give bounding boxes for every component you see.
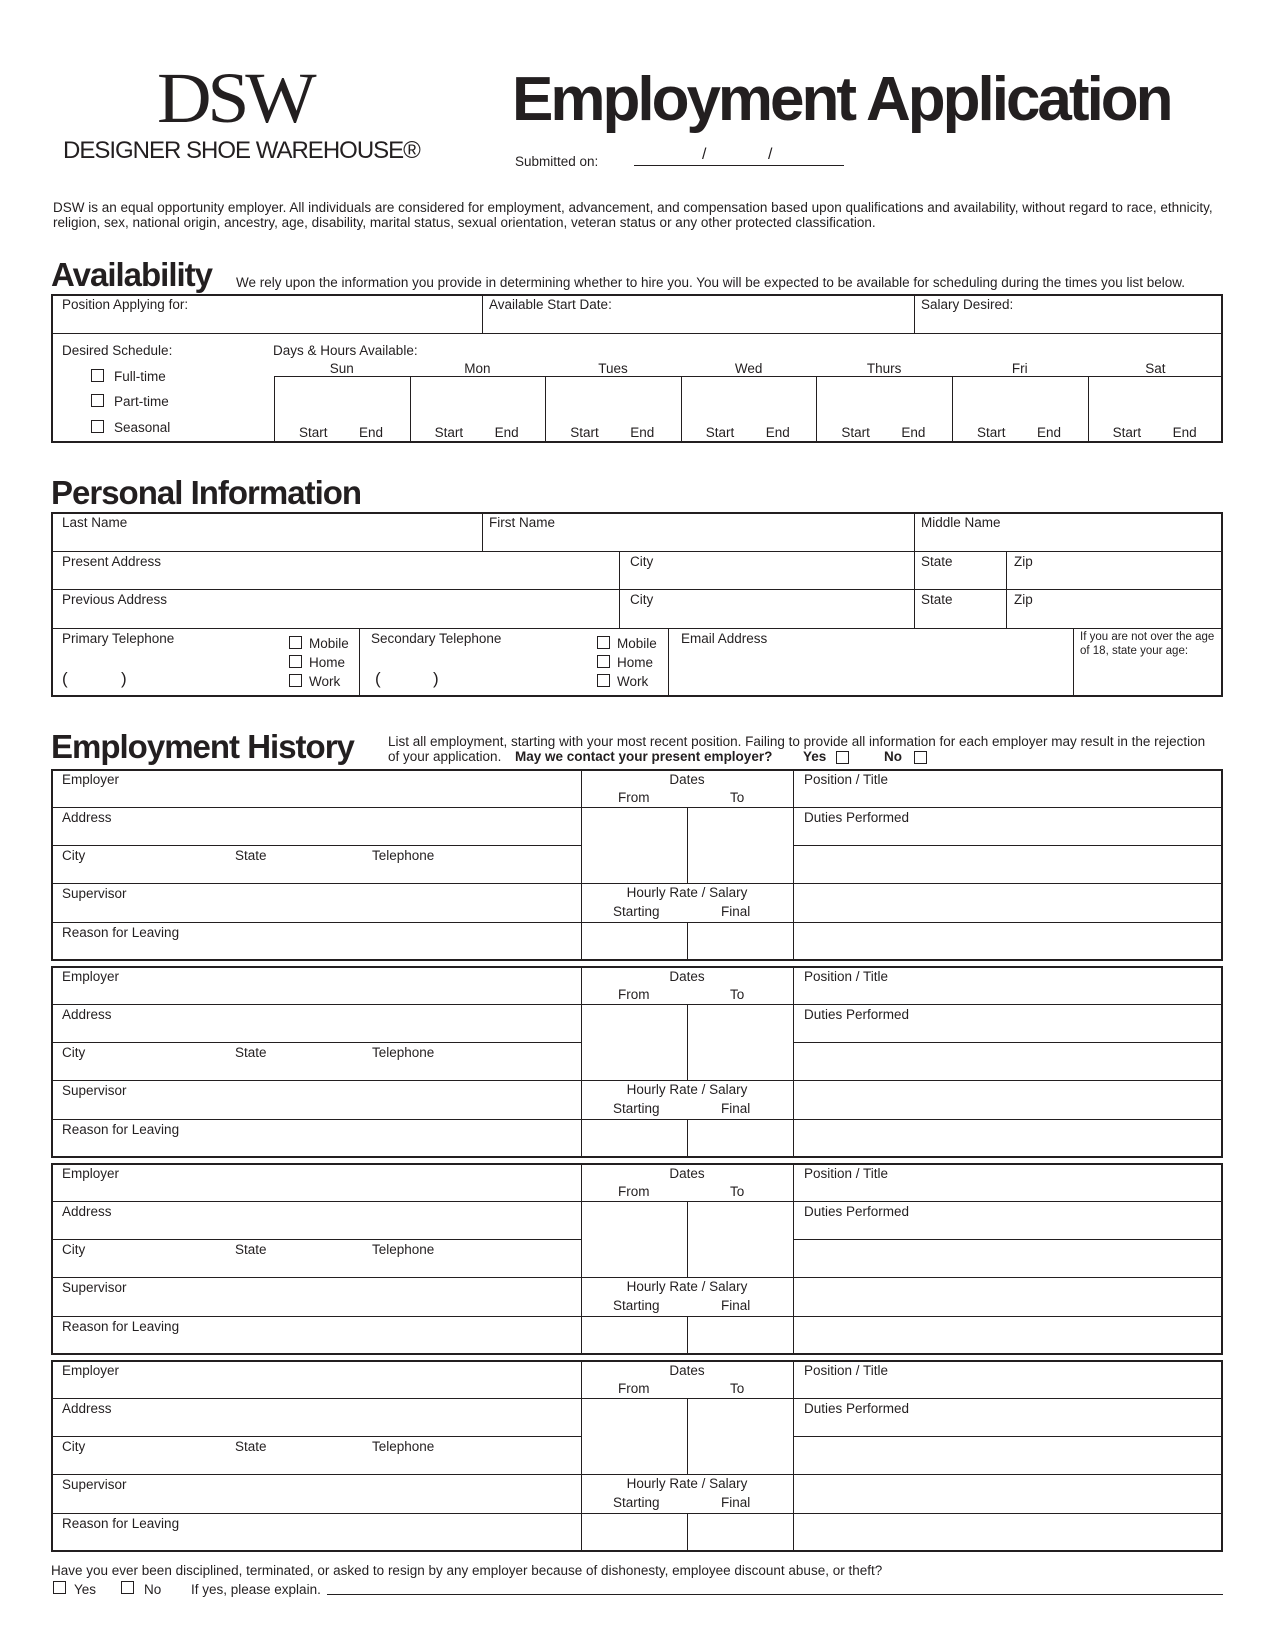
discipline-question: Have you ever been disciplined, terminated, or asked to resign by any employer because of dishonesty, employee discount abuse, or theft? — [51, 1563, 883, 1578]
day-hours-cell-2[interactable] — [547, 378, 679, 441]
day-label-2: Tues — [598, 361, 628, 376]
employer-1-from-cell[interactable] — [583, 809, 686, 882]
employer-4-starting-label: Starting — [613, 1495, 660, 1510]
employer-4-starting-cell[interactable] — [583, 1515, 686, 1550]
employer-3-to-cell[interactable] — [689, 1203, 792, 1276]
divider — [51, 883, 581, 884]
discipline-no-checkbox[interactable] — [121, 1581, 134, 1594]
employer-4-from-cell[interactable] — [583, 1400, 686, 1473]
age-note-field[interactable]: If you are not over the age of 18, state your age: — [1080, 631, 1215, 657]
divider — [687, 922, 688, 961]
employer-1-city-field[interactable]: City — [62, 848, 86, 863]
divider — [687, 1004, 688, 1081]
end-label: End — [494, 425, 519, 440]
first-name-field[interactable]: First Name — [489, 515, 556, 530]
employer-1-from-label: From — [618, 790, 650, 805]
days-label: Days & Hours Available: — [273, 343, 418, 358]
employer-1-to-label: To — [730, 790, 745, 805]
primary-paren-close: ) — [121, 669, 127, 688]
employer-3-position-field[interactable]: Position / Title — [804, 1166, 889, 1181]
contact-question: May we contact your present employer? — [515, 749, 773, 764]
day-label-5: Fri — [1011, 361, 1028, 376]
employer-3-duties-field[interactable]: Duties Performed — [804, 1204, 910, 1219]
logo-subtitle: DESIGNER SHOE WAREHOUSE® — [63, 137, 420, 164]
employer-1-state-field[interactable]: State — [235, 848, 267, 863]
contact-no-label: No — [884, 749, 902, 764]
divider — [668, 628, 669, 697]
end-label: End — [630, 425, 655, 440]
discipline-yes-checkbox[interactable] — [53, 1581, 66, 1594]
employer-3-block — [51, 1163, 1223, 1355]
previous-address-field[interactable]: Previous Address — [62, 592, 168, 607]
divider — [581, 769, 582, 961]
employer-2-from-label: From — [618, 987, 650, 1002]
start-label: Start — [1112, 425, 1142, 440]
employer-2-position-field[interactable]: Position / Title — [804, 969, 889, 984]
employer-2-to-label: To — [730, 987, 745, 1002]
primary-work-label: Work — [309, 674, 341, 689]
availability-heading: Availability — [51, 256, 213, 293]
divider — [793, 922, 1223, 923]
divider — [359, 628, 360, 697]
divider — [687, 1119, 688, 1158]
divider — [51, 628, 1223, 629]
employer-1-supervisor-field[interactable]: Supervisor — [62, 886, 127, 901]
employer-3-starting-cell[interactable] — [583, 1318, 686, 1353]
divider — [793, 807, 1223, 808]
divider — [51, 589, 1223, 590]
divider — [793, 1316, 1223, 1317]
employer-3-from-cell[interactable] — [583, 1203, 686, 1276]
employer-2-state-field[interactable]: State — [235, 1045, 267, 1060]
employer-3-dates-label: Dates — [669, 1166, 705, 1181]
employer-1-final-label: Final — [721, 904, 751, 919]
divider — [482, 294, 483, 334]
divider — [793, 1360, 794, 1552]
divider — [914, 551, 915, 629]
day-hours-cell-0[interactable] — [276, 378, 408, 441]
employer-3-supervisor-field[interactable]: Supervisor — [62, 1280, 127, 1295]
secondary-work-checkbox[interactable] — [597, 674, 610, 687]
divider — [619, 551, 620, 629]
employer-1-final-cell[interactable] — [689, 924, 792, 959]
employer-2-city-field[interactable]: City — [62, 1045, 86, 1060]
day-label-1: Mon — [464, 361, 491, 376]
employer-3-from-label: From — [618, 1184, 650, 1199]
divider — [51, 1239, 581, 1240]
employer-1-block — [51, 769, 1223, 961]
seasonal-label: Seasonal — [114, 420, 171, 435]
employer-1-starting-cell[interactable] — [583, 924, 686, 959]
present-zip-field[interactable]: Zip — [1014, 554, 1033, 569]
divider — [51, 1201, 581, 1202]
divider — [687, 807, 688, 884]
day-label-3: Wed — [734, 361, 763, 376]
divider — [482, 512, 483, 552]
employer-1-telephone-field[interactable]: Telephone — [372, 848, 435, 863]
divider — [51, 922, 581, 923]
employer-1-position-field[interactable]: Position / Title — [804, 772, 889, 787]
end-label: End — [1172, 425, 1197, 440]
divider — [793, 1277, 1223, 1278]
date-sep-1: / — [702, 146, 707, 163]
day-hours-cell-1[interactable] — [412, 378, 544, 441]
day-hours-cell-3[interactable] — [683, 378, 815, 441]
divider — [914, 512, 915, 552]
start-label: Start — [570, 425, 599, 440]
employer-3-state-field[interactable]: State — [235, 1242, 267, 1257]
date-sep-2: / — [768, 146, 773, 163]
employer-1-duties-field[interactable]: Duties Performed — [804, 810, 910, 825]
day-divider — [681, 376, 682, 443]
fulltime-checkbox[interactable] — [91, 369, 104, 382]
employer-2-supervisor-field[interactable]: Supervisor — [62, 1083, 127, 1098]
secondary-home-checkbox[interactable] — [597, 655, 610, 668]
employer-2-duties-field[interactable]: Duties Performed — [804, 1007, 910, 1022]
divider — [51, 1436, 581, 1437]
divider — [581, 1360, 582, 1552]
employer-4-position-field[interactable]: Position / Title — [804, 1363, 889, 1378]
divider — [793, 966, 794, 1158]
discipline-yes-label: Yes — [74, 1582, 97, 1597]
employer-2-starting-cell[interactable] — [583, 1121, 686, 1156]
employer-2-reason-field[interactable]: Reason for Leaving — [62, 1122, 180, 1137]
employer-3-telephone-field[interactable]: Telephone — [372, 1242, 435, 1257]
day-divider — [545, 376, 546, 443]
submitted-date-line[interactable] — [634, 165, 844, 166]
employer-2-address-field[interactable]: Address — [62, 1007, 112, 1022]
previous-state-field[interactable]: State — [921, 592, 953, 607]
day-hours-cell-4[interactable] — [818, 378, 950, 441]
employer-2-to-cell[interactable] — [689, 1006, 792, 1079]
employer-2-final-cell[interactable] — [689, 1121, 792, 1156]
salary-field[interactable]: Salary Desired: — [921, 297, 1014, 312]
logo-text: DSW — [157, 58, 313, 138]
seasonal-checkbox[interactable] — [91, 420, 104, 433]
previous-zip-field[interactable]: Zip — [1014, 592, 1033, 607]
divider — [274, 376, 1223, 377]
employer-1-employer-field[interactable]: Employer — [62, 772, 120, 787]
divider — [793, 1513, 1223, 1514]
explain-label: If yes, please explain. — [191, 1582, 321, 1597]
divider — [793, 1436, 1223, 1437]
contact-no-checkbox[interactable] — [914, 751, 927, 764]
end-label: End — [1037, 425, 1062, 440]
employer-3-employer-field[interactable]: Employer — [62, 1166, 120, 1181]
employer-4-to-label: To — [730, 1381, 745, 1396]
employer-2-telephone-field[interactable]: Telephone — [372, 1045, 435, 1060]
employer-4-telephone-field[interactable]: Telephone — [372, 1439, 435, 1454]
secondary-home-label: Home — [617, 655, 654, 670]
personal-heading: Personal Information — [51, 474, 362, 511]
employer-1-rate-label: Hourly Rate / Salary — [626, 885, 748, 900]
start-label: Start — [434, 425, 464, 440]
employer-1-starting-label: Starting — [613, 904, 660, 919]
day-hours-cell-5[interactable] — [954, 378, 1086, 441]
employer-1-address-field[interactable]: Address — [62, 810, 112, 825]
divider — [793, 1080, 1223, 1081]
employer-3-address-field[interactable]: Address — [62, 1204, 112, 1219]
fulltime-label: Full-time — [114, 369, 166, 384]
primary-home-label: Home — [309, 655, 346, 670]
contact-yes-checkbox[interactable] — [836, 751, 849, 764]
secondary-phone-field[interactable]: Secondary Telephone — [371, 631, 502, 646]
start-label: Start — [977, 425, 1006, 440]
divider — [51, 845, 581, 846]
start-label: Start — [299, 425, 328, 440]
employer-4-rate-label: Hourly Rate / Salary — [626, 1476, 748, 1491]
divider — [793, 1042, 1223, 1043]
dsw-logo — [157, 58, 337, 138]
secondary-mobile-label: Mobile — [617, 636, 657, 651]
day-divider — [1088, 376, 1089, 443]
employer-2-block — [51, 966, 1223, 1158]
employer-2-rate-label: Hourly Rate / Salary — [626, 1082, 748, 1097]
schedule-label: Desired Schedule: — [62, 343, 173, 358]
end-label: End — [901, 425, 926, 440]
eeo-statement: DSW is an equal opportunity employer. All individuals are considered for employment, advancement, and compensation based upon qualifications and availability, without regard to race, ethnicity, religion, sex, national origin, ancestry, age, disability, marital status, sexual orientation, veteran status or any other protected classification. — [53, 200, 1213, 230]
secondary-paren-open: ( — [375, 669, 381, 688]
divider — [51, 1004, 581, 1005]
employer-2-dates-label: Dates — [669, 969, 705, 984]
employer-4-block — [51, 1360, 1223, 1552]
present-state-field[interactable]: State — [921, 554, 953, 569]
employer-1-reason-field[interactable]: Reason for Leaving — [62, 925, 180, 940]
employer-4-final-label: Final — [721, 1495, 751, 1510]
day-divider — [952, 376, 953, 443]
primary-mobile-label: Mobile — [309, 636, 349, 651]
employer-4-state-field[interactable]: State — [235, 1439, 267, 1454]
day-label-4: Thurs — [866, 361, 902, 376]
employer-4-address-field[interactable]: Address — [62, 1401, 112, 1416]
divider — [793, 1163, 794, 1355]
present-city-field[interactable]: City — [630, 554, 654, 569]
employer-4-reason-field[interactable]: Reason for Leaving — [62, 1516, 180, 1531]
end-label: End — [359, 425, 384, 440]
divider — [793, 1004, 1223, 1005]
employment-heading: Employment History — [51, 728, 354, 765]
employer-4-from-label: From — [618, 1381, 650, 1396]
divider — [51, 1513, 581, 1514]
divider — [51, 1398, 581, 1399]
employer-4-supervisor-field[interactable]: Supervisor — [62, 1477, 127, 1492]
employer-1-dates-label: Dates — [669, 772, 705, 787]
divider — [51, 1474, 581, 1475]
middle-name-field[interactable]: Middle Name — [921, 515, 1001, 530]
divider — [793, 1398, 1223, 1399]
divider — [51, 1119, 581, 1120]
divider — [51, 1042, 581, 1043]
divider — [51, 807, 581, 808]
start-label: Start — [841, 425, 870, 440]
secondary-paren-close: ) — [433, 669, 439, 688]
availability-note: We rely upon the information you provide in determining whether to hire you. You will be expected to be available for scheduling during the times you list below. — [236, 275, 1186, 290]
previous-city-field[interactable]: City — [630, 592, 654, 607]
employer-4-final-cell[interactable] — [689, 1515, 792, 1550]
divider — [51, 551, 1223, 552]
position-field[interactable]: Position Applying for: — [62, 297, 189, 312]
day-divider — [816, 376, 817, 443]
divider — [793, 769, 794, 961]
page-title: Employment Application — [512, 65, 1171, 134]
discipline-no-label: No — [144, 1582, 162, 1597]
start-date-field[interactable]: Available Start Date: — [489, 297, 612, 312]
email-field[interactable]: Email Address — [681, 631, 768, 646]
employer-1-to-cell[interactable] — [689, 809, 792, 882]
employer-3-final-label: Final — [721, 1298, 751, 1313]
employer-4-duties-field[interactable]: Duties Performed — [804, 1401, 910, 1416]
day-divider — [410, 376, 411, 443]
day-hours-cell-6[interactable] — [1090, 378, 1222, 441]
present-address-field[interactable]: Present Address — [62, 554, 162, 569]
contact-yes-label: Yes — [803, 749, 827, 764]
parttime-label: Part-time — [114, 394, 169, 409]
primary-mobile-checkbox[interactable] — [289, 636, 302, 649]
employer-2-employer-field[interactable]: Employer — [62, 969, 120, 984]
employment-note-2: of your application. — [388, 749, 502, 764]
employer-3-city-field[interactable]: City — [62, 1242, 86, 1257]
day-label-0: Sun — [329, 361, 354, 376]
employer-4-city-field[interactable]: City — [62, 1439, 86, 1454]
divider — [581, 1163, 582, 1355]
employer-2-final-label: Final — [721, 1101, 751, 1116]
divider — [793, 1201, 1223, 1202]
primary-paren-open: ( — [62, 669, 68, 688]
employment-note-1: List all employment, starting with your most recent position. Failing to provide all information for each employer may result in the rejection — [388, 734, 1206, 749]
secondary-mobile-checkbox[interactable] — [597, 636, 610, 649]
end-label: End — [765, 425, 790, 440]
explain-line[interactable] — [327, 1594, 1223, 1595]
divider — [793, 845, 1223, 846]
start-label: Start — [705, 425, 735, 440]
day-label-6: Sat — [1145, 361, 1166, 376]
employer-2-from-cell[interactable] — [583, 1006, 686, 1079]
secondary-work-label: Work — [617, 674, 649, 689]
divider — [51, 1080, 581, 1081]
divider — [687, 1201, 688, 1278]
divider — [793, 1239, 1223, 1240]
divider — [51, 1277, 581, 1278]
primary-work-checkbox[interactable] — [289, 674, 302, 687]
employer-4-dates-label: Dates — [669, 1363, 705, 1378]
primary-phone-field[interactable]: Primary Telephone — [62, 631, 175, 646]
divider — [1006, 551, 1007, 629]
divider — [687, 1398, 688, 1475]
last-name-field[interactable]: Last Name — [62, 515, 128, 530]
divider — [793, 1119, 1223, 1120]
divider — [51, 333, 1223, 334]
divider — [51, 1316, 581, 1317]
employer-3-final-cell[interactable] — [689, 1318, 792, 1353]
employer-3-rate-label: Hourly Rate / Salary — [626, 1279, 748, 1294]
divider — [274, 376, 275, 443]
employer-3-starting-label: Starting — [613, 1298, 660, 1313]
employer-4-to-cell[interactable] — [689, 1400, 792, 1473]
divider — [687, 1513, 688, 1552]
employer-3-to-label: To — [730, 1184, 745, 1199]
employer-4-employer-field[interactable]: Employer — [62, 1363, 120, 1378]
primary-home-checkbox[interactable] — [289, 655, 302, 668]
parttime-checkbox[interactable] — [91, 394, 104, 407]
divider — [793, 883, 1223, 884]
divider — [1073, 628, 1074, 697]
divider — [914, 294, 915, 334]
divider — [687, 1316, 688, 1355]
submitted-label: Submitted on: — [515, 154, 599, 169]
divider — [793, 1474, 1223, 1475]
divider — [581, 966, 582, 1158]
employer-2-starting-label: Starting — [613, 1101, 660, 1116]
employer-3-reason-field[interactable]: Reason for Leaving — [62, 1319, 180, 1334]
